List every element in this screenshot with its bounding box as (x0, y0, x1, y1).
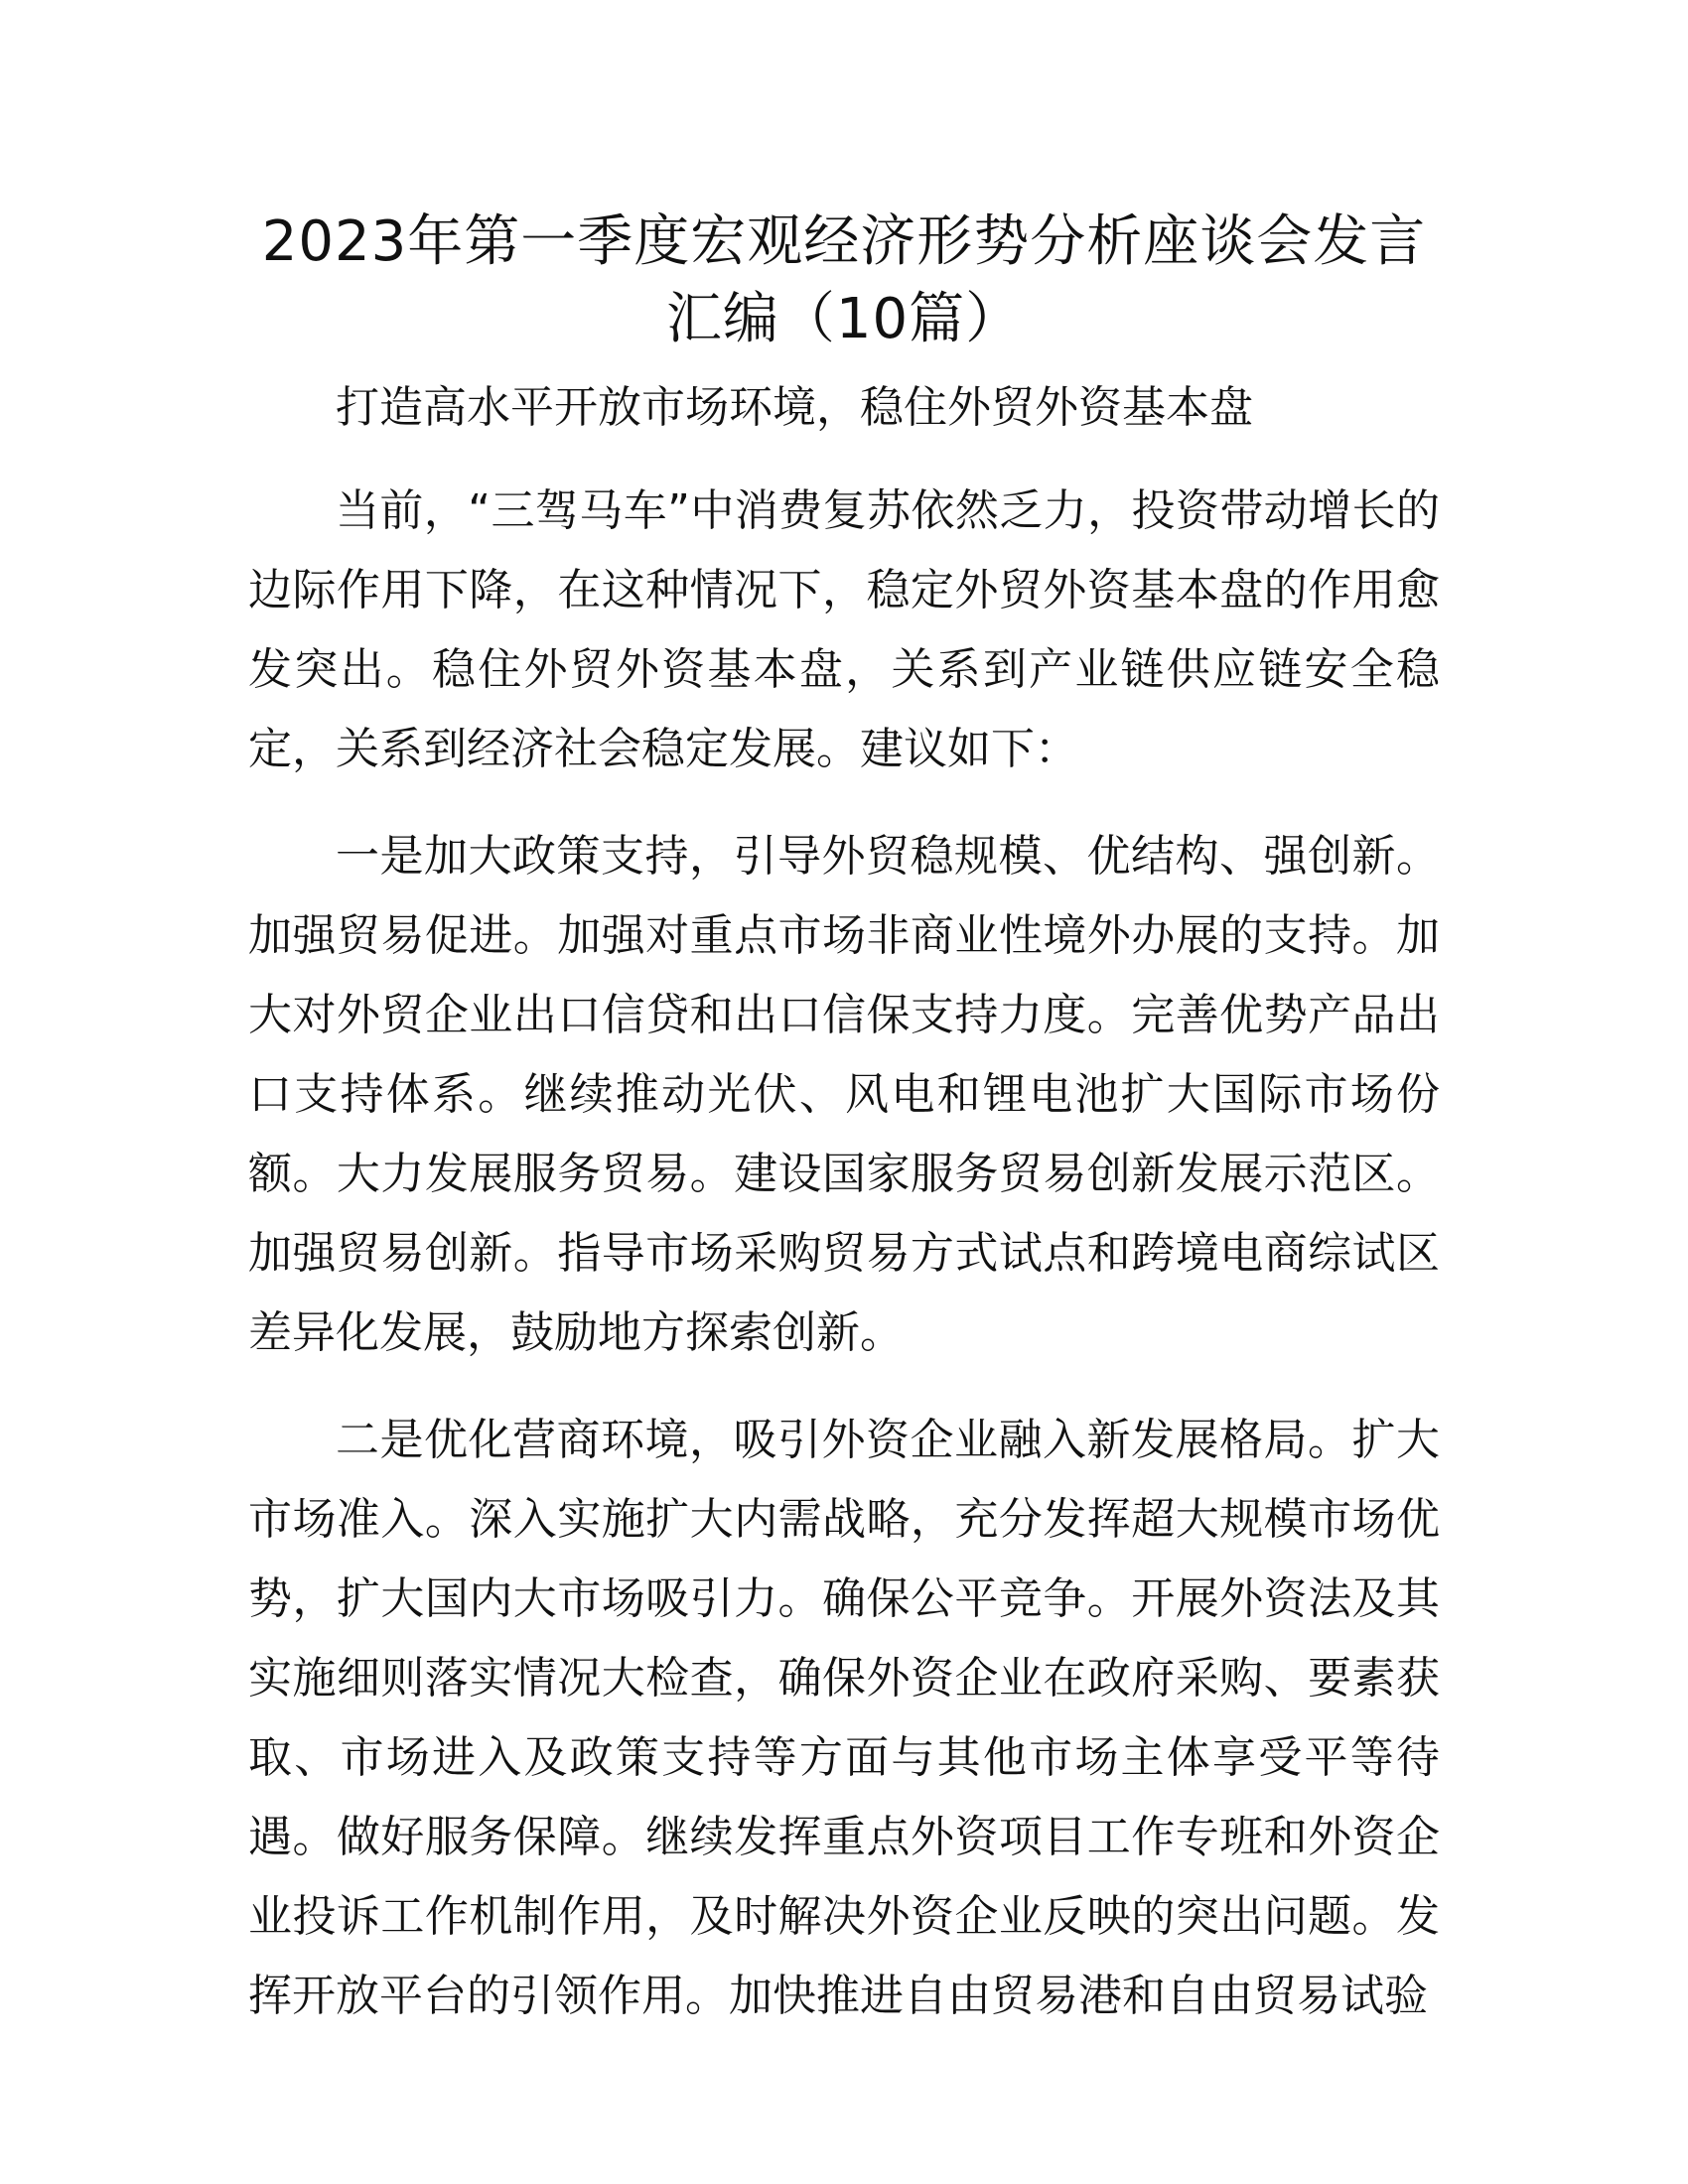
document-title: 2023年第一季度宏观经济形势分析座谈会发言汇编（10篇） (261, 209, 1427, 351)
section-heading: 打造高水平开放市场环境，稳住外贸外资基本盘 (336, 382, 1253, 433)
intro-paragraph: 当前，“三驾马车”中消费复苏依然乏力，投资带动增长的边际作用下降，在这种情况下，稳定外贸外资基本盘的作用愈发突出。稳住外贸外资基本盘，关系到产业链供应链安全稳定，关系到经济社会稳定发展。建议如下： (248, 485, 1440, 774)
paragraph-business-environment: 二是优化营商环境，吸引外资企业融入新发展格局。扩大市场准入。深入实施扩大内需战略，充分发挥超大规模市场优势，扩大国内大市场吸引力。确保公平竞争。开展外资法及其实施细则落实情况大检查，确保外资企业在政府采购、要素获取、市场进入及政策支持等方面与其他市场主体享受平等待遇。做好服务保障。继续发挥重点外资项目工作专班和外资企业投诉工作机制作用，及时解决外资企业反映的突出问题。发挥开放平台的引领作用。加快推进自由贸易港和自由贸易试验 (248, 1415, 1440, 2021)
paragraph-trade-policy: 一是加大政策支持，引导外贸稳规模、优结构、强创新。加强贸易促进。加强对重点市场非商业性境外办展的支持。加大对外贸企业出口信贷和出口信保支持力度。完善优势产品出口支持体系。继续推动光伏、风电和锂电池扩大国际市场份额。大力发展服务贸易。建设国家服务贸易创新发展示范区。加强贸易创新。指导市场采购贸易方式试点和跨境电商综试区差异化发展，鼓励地方探索创新。 (248, 831, 1440, 1358)
document-page (248, 204, 1440, 2036)
